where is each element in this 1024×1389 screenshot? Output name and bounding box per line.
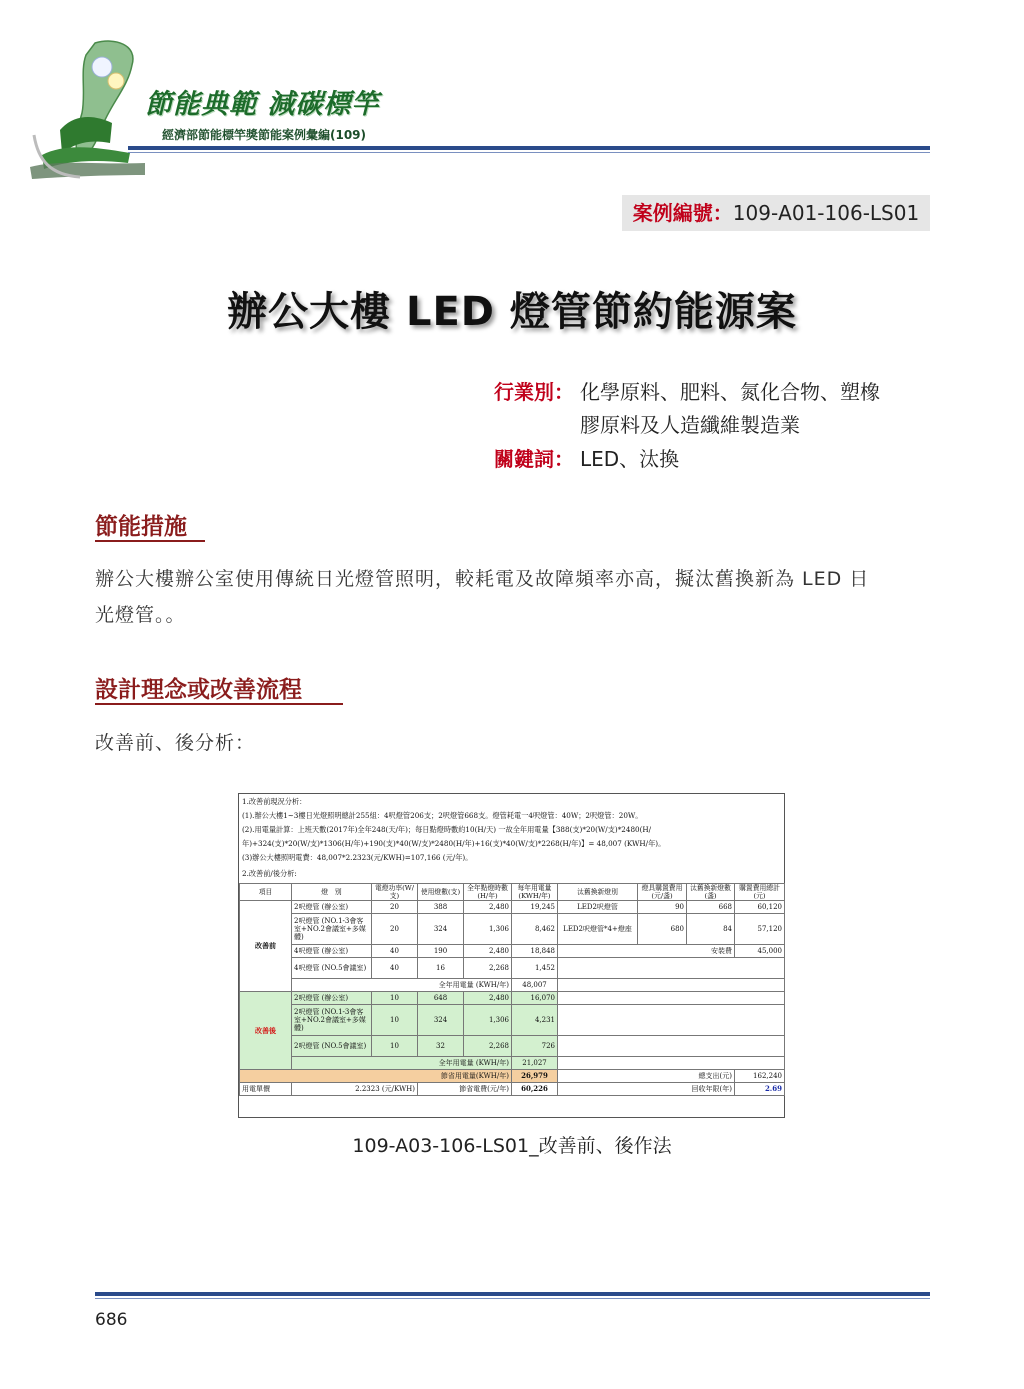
page-title: 辦公大樓 LED 燈管節約能源案 [227,289,797,335]
before-label: 改善前 [240,901,292,992]
table-note: (2).用電量計算：上班天數(2017年)全年248(天/年)；每日點燈時數約10(H/天) 一故全年用電量【388(支)*20(W/支)*2480(H/ [242,825,652,834]
figure-caption: 109-A03-106-LS01_改善前、後作法 [352,1135,672,1157]
table-row [240,979,785,992]
analysis-table-figure [238,793,785,1118]
payback-label: 回收年限(年) [558,1083,735,1096]
header-cell: 購置費用總計(元) [735,884,785,901]
saved-cost: 60,226 [512,1083,558,1096]
table-row [240,1083,785,1096]
design-heading-underline [95,703,343,705]
footer-rule-thin [95,1298,930,1299]
hours-cell: 2,268 [464,958,512,979]
empty-cell [558,1057,785,1070]
price-cell: 90 [638,901,687,914]
count-cell: 32 [418,1036,464,1057]
table-row [240,958,785,979]
industry-value-line1: 化學原料、肥料、氮化合物、塑橡 [580,380,880,404]
install-fee: 45,000 [735,945,785,958]
table-note: 2.改善前/後分析: [242,869,297,878]
total-cost: 162,240 [735,1070,785,1083]
annual-label: 全年用電量 (KWH/年) [292,979,512,992]
case-number-label: 案例編號： [632,201,733,225]
keyword-label: 關鍵詞： [494,447,574,471]
lamp-type: 2呎燈管 (NO.5會議室) [292,1036,372,1057]
unit-price-label: 用電單價 [240,1083,292,1096]
count-cell: 16 [418,958,464,979]
measures-text-line2: 光燈管。。 [95,604,186,626]
page-number: 686 [95,1310,128,1330]
header-cell: 燈 別 [292,884,372,901]
empty-cell [558,979,785,992]
header-rule-thin [128,152,930,153]
empty-cell [558,992,785,1005]
table-row [240,1036,785,1057]
cost-total: 60,120 [735,901,785,914]
hours-cell: 2,480 [464,945,512,958]
replace-type: LED2呎燈管*4+燈座 [558,914,638,945]
case-number: 109-A01-106-LS01 [732,201,920,225]
empty-cell [558,958,785,979]
industry-value-line2: 膠原料及人造纖維製造業 [580,413,800,437]
header-cell: 電燈功率(W/支) [372,884,418,901]
count-cell: 324 [418,1005,464,1036]
lamp-type: 4呎燈管 (辦公室) [292,945,372,958]
header-cell: 每年用電量(KWH/年) [512,884,558,901]
watt-cell: 40 [372,945,418,958]
unit-price: 2.2323 (元/KWH) [292,1083,418,1096]
header-cell: 汰舊換新燈數(盞) [687,884,735,901]
header-cell: 使用燈數(支) [418,884,464,901]
price-cell: 680 [638,914,687,945]
lamp-type: 2呎燈管 (辦公室) [292,992,372,1005]
measures-heading-underline [95,540,205,542]
replace-count: 668 [687,901,735,914]
hours-cell: 2,480 [464,992,512,1005]
header-cell: 燈具購置費用(元/盞) [638,884,687,901]
watt-cell: 40 [372,958,418,979]
publication-subtitle: 經濟部節能標竿獎節能案例彙編(109) [162,128,367,142]
table-row [240,914,785,945]
count-cell: 324 [418,914,464,945]
slogan: 節能典範 減碳標竿 [145,89,380,120]
table-row [240,1070,785,1083]
case-number-box [622,195,930,231]
design-intro: 改善前、後分析： [95,732,256,754]
lamp-type: 4呎燈管 (NO.5會議室) [292,958,372,979]
kwh-cell: 16,070 [512,992,558,1005]
hours-cell: 1,306 [464,914,512,945]
kwh-cell: 726 [512,1036,558,1057]
hours-cell: 1,306 [464,1005,512,1036]
empty-cell [558,1005,785,1036]
taiwan-map-logo [20,35,150,180]
kwh-cell: 8,462 [512,914,558,945]
empty-cell [558,1036,785,1057]
annual-label: 全年用電量 (KWH/年) [292,1057,512,1070]
measures-text-line1: 辦公大樓辦公室使用傳統日光燈管照明，較耗電及故障頻率亦高，擬汰舊換新為 LED 日 [95,568,870,590]
watt-cell: 10 [372,1005,418,1036]
header-rule [128,146,930,150]
payback-years: 2.69 [735,1083,785,1096]
kwh-cell: 18,848 [512,945,558,958]
watt-cell: 10 [372,1036,418,1057]
before-total: 48,007 [512,979,558,992]
table-note: (1).辦公大樓1~3樓日光燈照明總計255組：4呎燈管206支；2呎燈管668支。燈管耗電一4呎燈管：40W；2呎燈管：20W。 [242,811,643,820]
saved-cost-label: 節省電費(元/年) [418,1083,512,1096]
after-label: 改善後 [240,992,292,1070]
table-row [240,945,785,958]
watt-cell: 10 [372,992,418,1005]
header-cell: 項目 [240,884,292,901]
measures-heading: 節能措施 [95,514,187,540]
kwh-cell: 19,245 [512,901,558,914]
lamp-type: 2呎燈管 (NO.1-3會客室+NO.2會議室+多媒體) [292,914,372,945]
cost-total: 57,120 [735,914,785,945]
footer-rule [95,1292,930,1296]
table-note: 1.改善前現況分析： [242,797,307,806]
table-row [240,901,785,914]
total-cost-label: 總支出(元) [558,1070,735,1083]
table-note: 年)+324(支)*20(W/支)*1306(H/年)+190(支)*40(W/支)*2480(H/年)+16(支)*40(W/支)*2268(H/年)】= 48,007 (KWH/年)。 [242,839,666,848]
table-header-row [240,884,785,901]
replace-count: 84 [687,914,735,945]
design-heading: 設計理念或改善流程 [95,677,302,703]
hours-cell: 2,480 [464,901,512,914]
keyword-value: LED、汰換 [580,447,680,471]
install-label: 安裝費 [558,945,735,958]
table-row [240,1057,785,1070]
lamp-type: 2呎燈管 (辦公室) [292,901,372,914]
hours-cell: 2,268 [464,1036,512,1057]
header-cell: 汰舊換新燈別 [558,884,638,901]
analysis-table [239,883,785,1096]
industry-label: 行業別： [494,380,574,404]
count-cell: 388 [418,901,464,914]
watt-cell: 20 [372,901,418,914]
lamp-type: 2呎燈管 (NO.1-3會客室+NO.2會議室+多媒體) [292,1005,372,1036]
count-cell: 190 [418,945,464,958]
kwh-cell: 1,452 [512,958,558,979]
saved-kwh-label: 節省用電量(KWH/年) [240,1070,512,1083]
header-cell: 全年點燈時數(H/年) [464,884,512,901]
count-cell: 648 [418,992,464,1005]
table-note: (3)辦公大樓照明電費：48,007*2.2323(元/KWH)=107,166 (元/年)。 [242,853,473,862]
table-row [240,992,785,1005]
watt-cell: 20 [372,914,418,945]
kwh-cell: 4,231 [512,1005,558,1036]
saved-kwh: 26,979 [512,1070,558,1083]
after-total: 21,027 [512,1057,558,1070]
table-row [240,1005,785,1036]
replace-type: LED2呎燈管 [558,901,638,914]
